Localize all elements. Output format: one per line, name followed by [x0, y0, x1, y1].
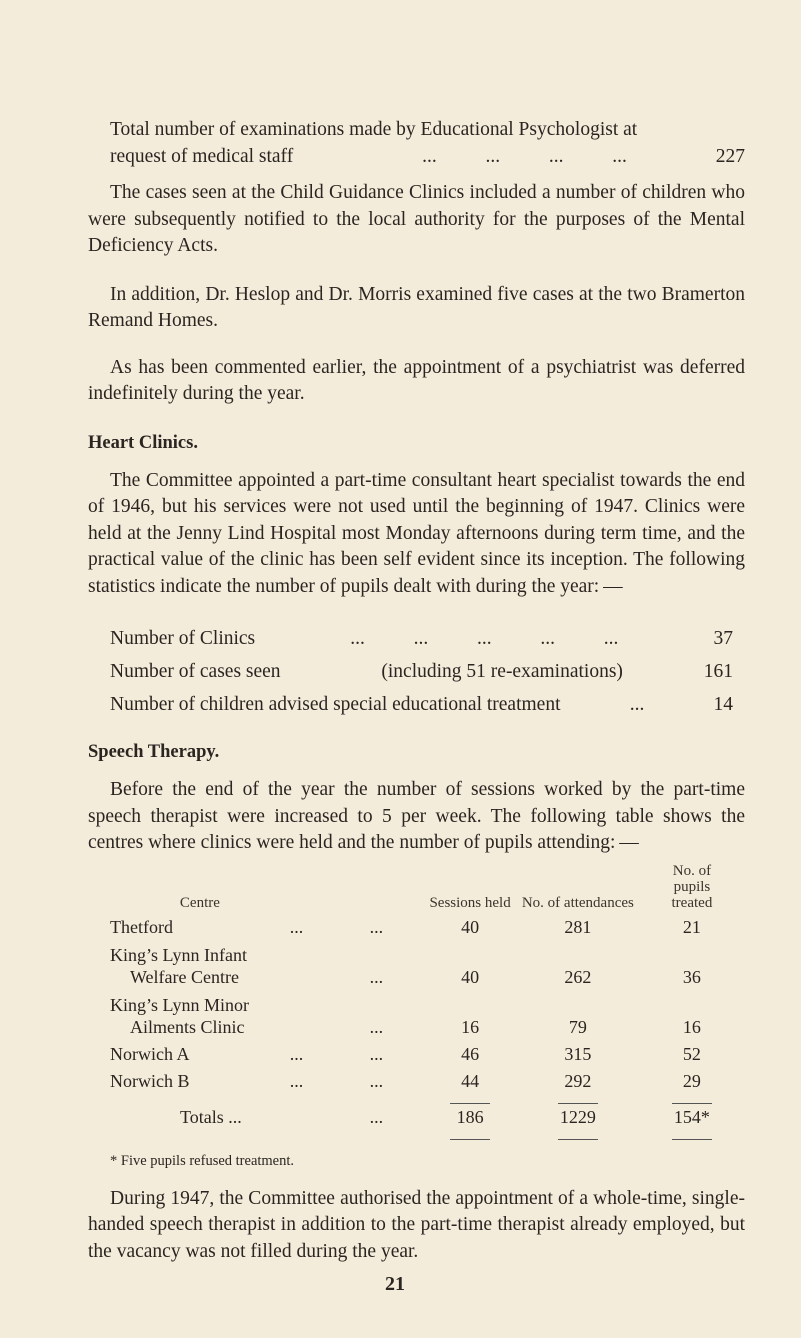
table-row — [110, 911, 745, 938]
stat-label: Number of children advised special educational treatment — [110, 694, 561, 715]
footnote: * Five pupils refused treatment. — [110, 1152, 295, 1169]
total-sessions: 186 — [456, 1106, 484, 1127]
header-sessions: Sessions held — [429, 894, 511, 911]
divider — [558, 1139, 598, 1140]
stat-row — [110, 622, 733, 655]
cell-centre: Norwich B — [110, 1070, 190, 1091]
leader-dots: ... ... ... ... ... — [350, 628, 619, 649]
leader-dots: ... — [289, 1070, 304, 1091]
leader-dots: ... — [369, 916, 384, 937]
stat-row — [110, 688, 733, 721]
cell-sessions: 40 — [461, 916, 480, 937]
leader-dots: ... — [289, 916, 304, 937]
header-attendances: No. of attendances — [521, 894, 634, 911]
paragraph-remand: In addition, Dr. Heslop and Dr. Morris examined five cases at the two Bramerton Remand Homes. — [88, 283, 745, 331]
paragraph-speech-after: During 1947, the Committee authorised the appointment of a whole-time, single-handed speech therapist in addition to the part-time therapist already employed, but the vacancy was not filled during the year. — [88, 1187, 745, 1262]
table-row — [110, 938, 745, 988]
paragraph-speech: Before the end of the year the number of sessions worked by the part-time speech therapist were increased to 5 per week. The following table shows the centres where clinics were held and the number of pupils attending: — — [88, 779, 745, 853]
cell-attendances: 262 — [564, 966, 592, 987]
rule-row — [110, 1128, 745, 1140]
cell-centre: King’s Lynn Minor — [110, 994, 250, 1015]
cell-pupils: 52 — [682, 1043, 701, 1064]
header-pupils: No. of pupils treated — [671, 862, 713, 911]
table-row — [110, 1038, 745, 1065]
leader-dots: ... — [369, 1106, 384, 1127]
table-header — [110, 863, 745, 911]
stat-label: Number of cases seen — [110, 661, 281, 682]
divider — [450, 1139, 490, 1140]
stat-value: 14 — [713, 694, 733, 715]
cell-pupils: 36 — [682, 966, 701, 987]
cell-pupils: 16 — [682, 1016, 701, 1037]
total-pupils: 154* — [673, 1106, 710, 1127]
heading-speech-therapy: Speech Therapy. — [88, 742, 220, 762]
table-row — [110, 1065, 745, 1092]
totals-row — [110, 1104, 745, 1128]
paragraph-psychiatrist: As has been commented earlier, the appointment of a psychiatrist was deferred indefinitely during the year. — [88, 356, 745, 404]
leader-dots: ... — [369, 966, 384, 987]
stat-note: (including 51 re-examinations) — [381, 661, 623, 682]
total-attendances: 1229 — [559, 1106, 596, 1127]
cell-pupils: 29 — [682, 1070, 701, 1091]
heart-stats-list — [110, 622, 733, 721]
stat-value: 161 — [703, 661, 733, 682]
cell-centre-cont: Ailments Clinic — [130, 1016, 245, 1037]
speech-clinics-table — [110, 863, 745, 1140]
heading-heart-clinics: Heart Clinics. — [88, 432, 198, 453]
page-number: 21 — [385, 1273, 405, 1295]
leader-dots: ... — [369, 1070, 384, 1091]
cell-attendances: 79 — [568, 1016, 587, 1037]
cell-centre: Norwich A — [110, 1043, 190, 1064]
cell-centre-cont: Welfare Centre — [130, 966, 239, 987]
cell-centre: King’s Lynn Infant — [110, 944, 247, 965]
stat-label: Number of Clinics — [110, 628, 256, 649]
leader-dots: ... — [369, 1043, 384, 1064]
stat-value: 37 — [713, 628, 733, 649]
cell-pupils: 21 — [682, 916, 701, 937]
paragraph-guidance: The cases seen at the Child Guidance Clinics included a number of children who were subsequently notified to the local authority for the purposes of the Mental Deficiency Acts. — [88, 182, 745, 256]
cell-attendances: 281 — [564, 916, 592, 937]
rule-row — [110, 1092, 745, 1104]
leader-dots: ... ... ... ... — [422, 145, 627, 167]
leader-dots: ... — [289, 1043, 304, 1064]
cell-centre: Thetford — [110, 916, 173, 937]
exams-line: Total number of examinations made by Educational Psychologist at — [110, 119, 638, 140]
cell-attendances: 292 — [564, 1070, 592, 1091]
totals-label: Totals ... — [180, 1106, 242, 1127]
exams-value: 227 — [715, 145, 745, 167]
page-content — [88, 117, 745, 1295]
cell-sessions: 40 — [461, 966, 480, 987]
leader-dots: ... — [629, 694, 645, 715]
cell-sessions: 46 — [461, 1043, 480, 1064]
stat-row — [110, 655, 733, 688]
cell-sessions: 44 — [461, 1070, 480, 1091]
header-centre: Centre — [179, 894, 220, 911]
table-row — [110, 988, 745, 1038]
examinations-total — [88, 117, 745, 170]
paragraph-heart: The Committee appointed a part-time consultant heart specialist towards the end of 1946, but his services were not used until the beginning of 1947. Clinics were held at the Jenny Lind Hospital most Monday afternoons during term time, and the practical value of the clinic has been self evident since its inception. The following statistics indicate the number of pupils dealt with during the year: — — [88, 469, 745, 597]
divider — [672, 1139, 712, 1140]
exams-label: request of medical staff — [110, 145, 294, 167]
cell-attendances: 315 — [564, 1043, 592, 1064]
cell-sessions: 16 — [461, 1016, 480, 1037]
leader-dots: ... — [369, 1016, 384, 1037]
